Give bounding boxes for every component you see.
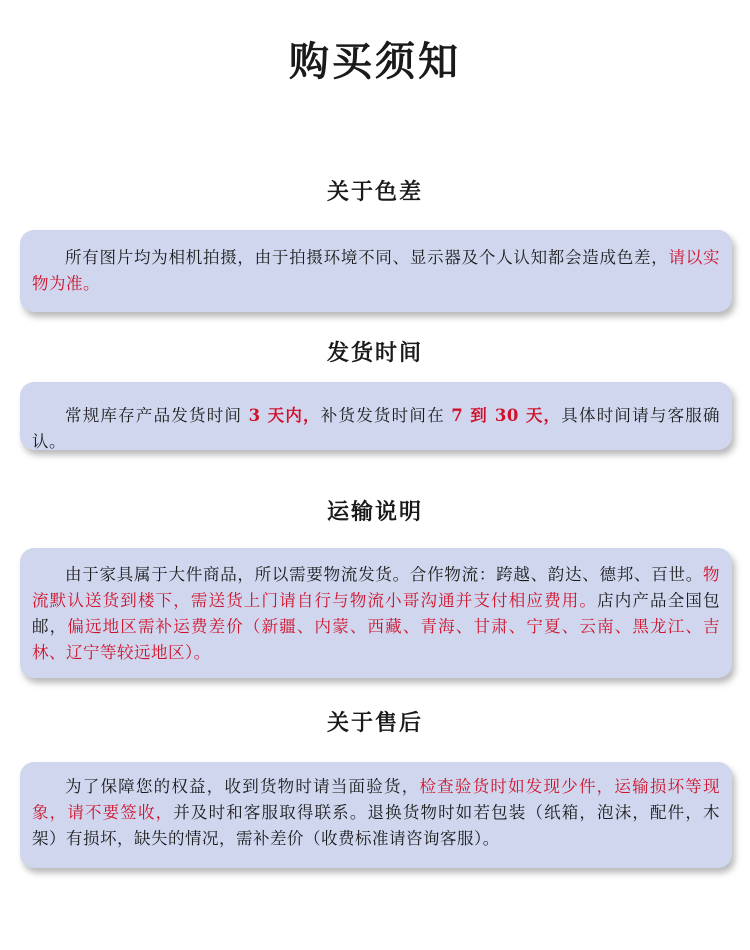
- highlight-text: 物流默认送货到楼下，需送货上门请自行与物流小哥沟通并支付相应费用。: [32, 565, 720, 610]
- shipping-info-text: [32, 562, 720, 666]
- text-segment: 店内产品全国包邮，: [32, 591, 721, 636]
- after-sales-text: [32, 774, 720, 852]
- text-segment: 补货发货时间在: [320, 406, 452, 425]
- color-difference-text: [32, 245, 720, 297]
- highlight-text: 7 到 30 天，: [451, 406, 562, 425]
- after-sales-card: [20, 762, 732, 868]
- text-segment: 所有图片均为相机拍摄，由于拍摄环境不同、显示器及个人认知都会造成色差，: [65, 248, 669, 267]
- color-difference-card: [20, 230, 732, 312]
- text-segment: 为了保障您的权益，收到货物时请当面验货，: [65, 777, 420, 796]
- page-title: 购买须知: [289, 38, 461, 85]
- section-heading-shipping-info: 运输说明: [326, 499, 423, 525]
- text-segment: 并及时和客服取得联系。退换货物时如若包装（纸箱，泡沫，配件，木架）有损坏，缺失的情况，需补差价（收费标准请咨询客服）。: [32, 803, 721, 848]
- shipping-info-card: [20, 548, 732, 678]
- section-heading-after-sales: 关于售后: [326, 710, 423, 736]
- text-segment: 常规库存产品发货时间: [65, 406, 249, 425]
- text-segment: 具体时间请与客服确认。: [32, 406, 721, 451]
- section-heading-color-difference: 关于色差: [326, 179, 423, 205]
- shipping-time-text: [32, 403, 720, 455]
- highlight-text: 请以实物为准。: [32, 248, 721, 293]
- section-heading-shipping-time: 发货时间: [326, 340, 423, 366]
- text-segment: 由于家具属于大件商品，所以需要物流发货。合作物流：跨越、韵达、德邦、百世。: [65, 565, 703, 584]
- highlight-text: 检查验货时如发现少件，运输损坏等现象，请不要签收，: [32, 777, 721, 822]
- highlight-text: 偏远地区需补运费差价（新疆、内蒙、西藏、青海、甘肃、宁夏、云南、黑龙江、吉林、辽宁等较远地区）。: [32, 617, 721, 662]
- shipping-time-card: [20, 382, 732, 450]
- highlight-text: 3 天内，: [248, 406, 321, 425]
